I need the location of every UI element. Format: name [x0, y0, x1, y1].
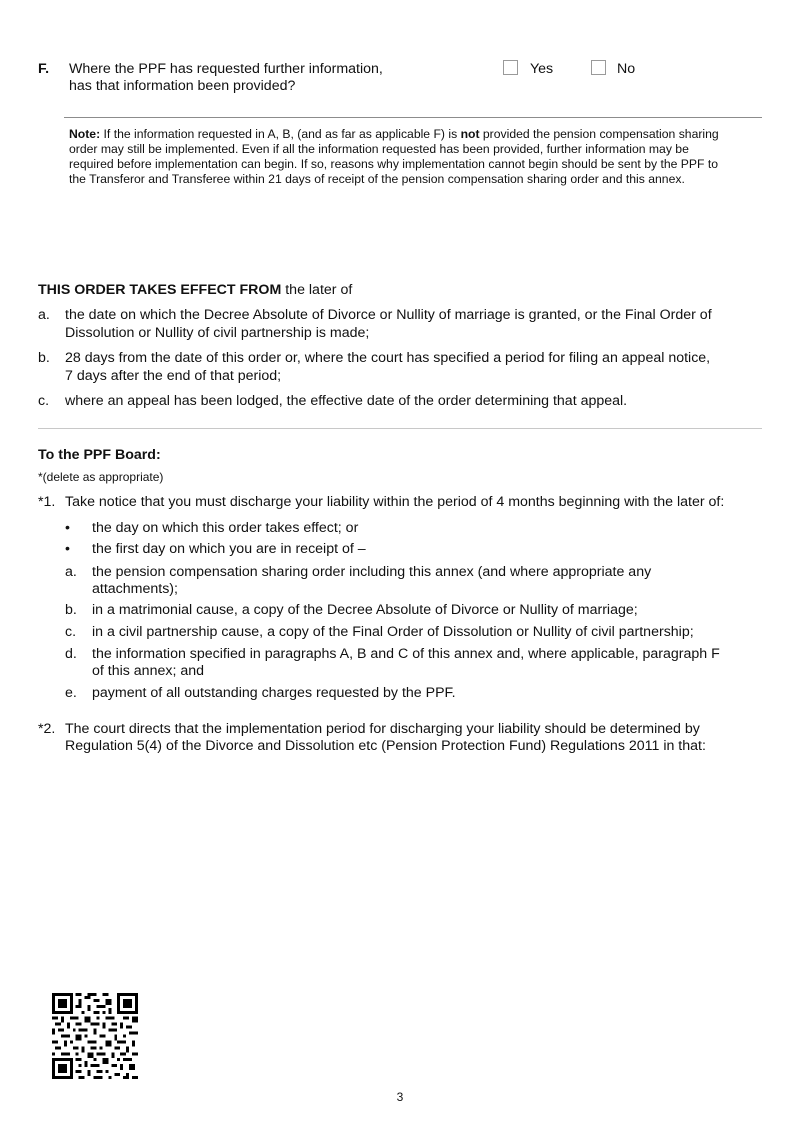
effect-heading-bold: THIS ORDER TAKES EFFECT FROM: [38, 282, 282, 298]
sub-item-d-line2: of this annex; and: [92, 663, 205, 679]
sub-item-c-line1: in a civil partnership cause, a copy of the Final Order of Dissolution or Nullity of civil partnership;: [92, 624, 694, 640]
note-line2: order may still be implemented. Even if all the information requested has been provided, further information may be: [69, 142, 689, 156]
sub-item-d-line1: the information specified in paragraphs A, B and C of this annex and, where applicable, paragraph F: [92, 646, 720, 662]
effect-heading-rest: the later of: [281, 282, 353, 298]
qr-code-icon: [52, 993, 138, 1079]
page-number: 3: [396, 1090, 404, 1104]
note-label: Note:: [69, 127, 101, 141]
note-part1: If the information requested in A, B, (and as far as applicable F) is: [100, 127, 461, 141]
effect-item-a-line1: the date on which the Decree Absolute of Divorce or Nullity of marriage is granted, or the Final Order of: [65, 307, 712, 323]
delete-note: *(delete as appropriate): [38, 470, 164, 484]
effect-item-b-line1: 28 days from the date of this order or, where the court has specified a period for filing an appeal notice,: [65, 350, 711, 366]
yes-checkbox[interactable]: [503, 60, 518, 75]
effect-item-c-marker: c.: [38, 393, 50, 409]
effect-item-a-line2: Dissolution or Nullity of civil partnership is made;: [65, 325, 370, 341]
sub-item-d-marker: d.: [65, 646, 77, 662]
bullet-item: the day on which this order takes effect; or: [92, 520, 359, 536]
note-line1: [69, 127, 719, 142]
sub-item-b-line1: in a matrimonial cause, a copy of the Decree Absolute of Divorce or Nullity of marriage;: [92, 602, 638, 618]
sub-item-a-marker: a.: [65, 564, 77, 580]
sub-item-e-marker: e.: [65, 685, 77, 701]
note-line4: the Transferor and Transferee within 21 days of receipt of the pension compensation sharing order and this annex.: [69, 172, 685, 186]
note-divider: [64, 117, 762, 118]
p2-line1: The court directs that the implementation period for discharging your liability should be determined by: [65, 721, 700, 737]
section-f-letter: F.: [38, 61, 50, 77]
section-f-question-line2: has that information been provided?: [69, 78, 296, 94]
ppf-heading: To the PPF Board:: [38, 447, 161, 463]
no-checkbox[interactable]: [591, 60, 606, 75]
sub-item-c-marker: c.: [65, 624, 77, 640]
p2-line2: Regulation 5(4) of the Divorce and Dissolution etc (Pension Protection Fund) Regulations 2011 in that:: [65, 738, 706, 754]
no-label: No: [617, 61, 636, 77]
bullet-item: the first day on which you are in receipt of –: [92, 541, 366, 557]
effect-item-a-marker: a.: [38, 307, 50, 323]
effect-heading: [38, 282, 352, 300]
bullet-glyph: •: [65, 541, 70, 557]
sub-item-e-line1: payment of all outstanding charges requested by the PPF.: [92, 685, 456, 701]
effect-item-b-marker: b.: [38, 350, 50, 366]
p2-marker: *2.: [38, 721, 56, 737]
note-line1-rest: provided the pension compensation sharing: [479, 127, 719, 141]
sub-item-b-marker: b.: [65, 602, 77, 618]
sub-item-a-line1: the pension compensation sharing order including this annex (and where appropriate any: [92, 564, 652, 580]
note-emphasis: not: [460, 127, 480, 141]
effect-item-c-line1: where an appeal has been lodged, the effective date of the order determining that appeal.: [65, 393, 628, 409]
sub-item-a-line2: attachments);: [92, 581, 178, 597]
p1-marker: *1.: [38, 494, 56, 510]
section-divider: [38, 428, 762, 429]
p1-text: Take notice that you must discharge your liability within the period of 4 months beginning with the later of:: [65, 494, 725, 510]
bullet-glyph: •: [65, 520, 70, 536]
effect-item-b-line2: 7 days after the end of that period;: [65, 368, 282, 384]
note-line3: required before implementation can begin. If so, reasons why implementation cannot begin should be sent by the PPF to: [69, 157, 719, 171]
section-f-question-line1: Where the PPF has requested further information,: [69, 61, 383, 77]
yes-label: Yes: [530, 61, 554, 77]
